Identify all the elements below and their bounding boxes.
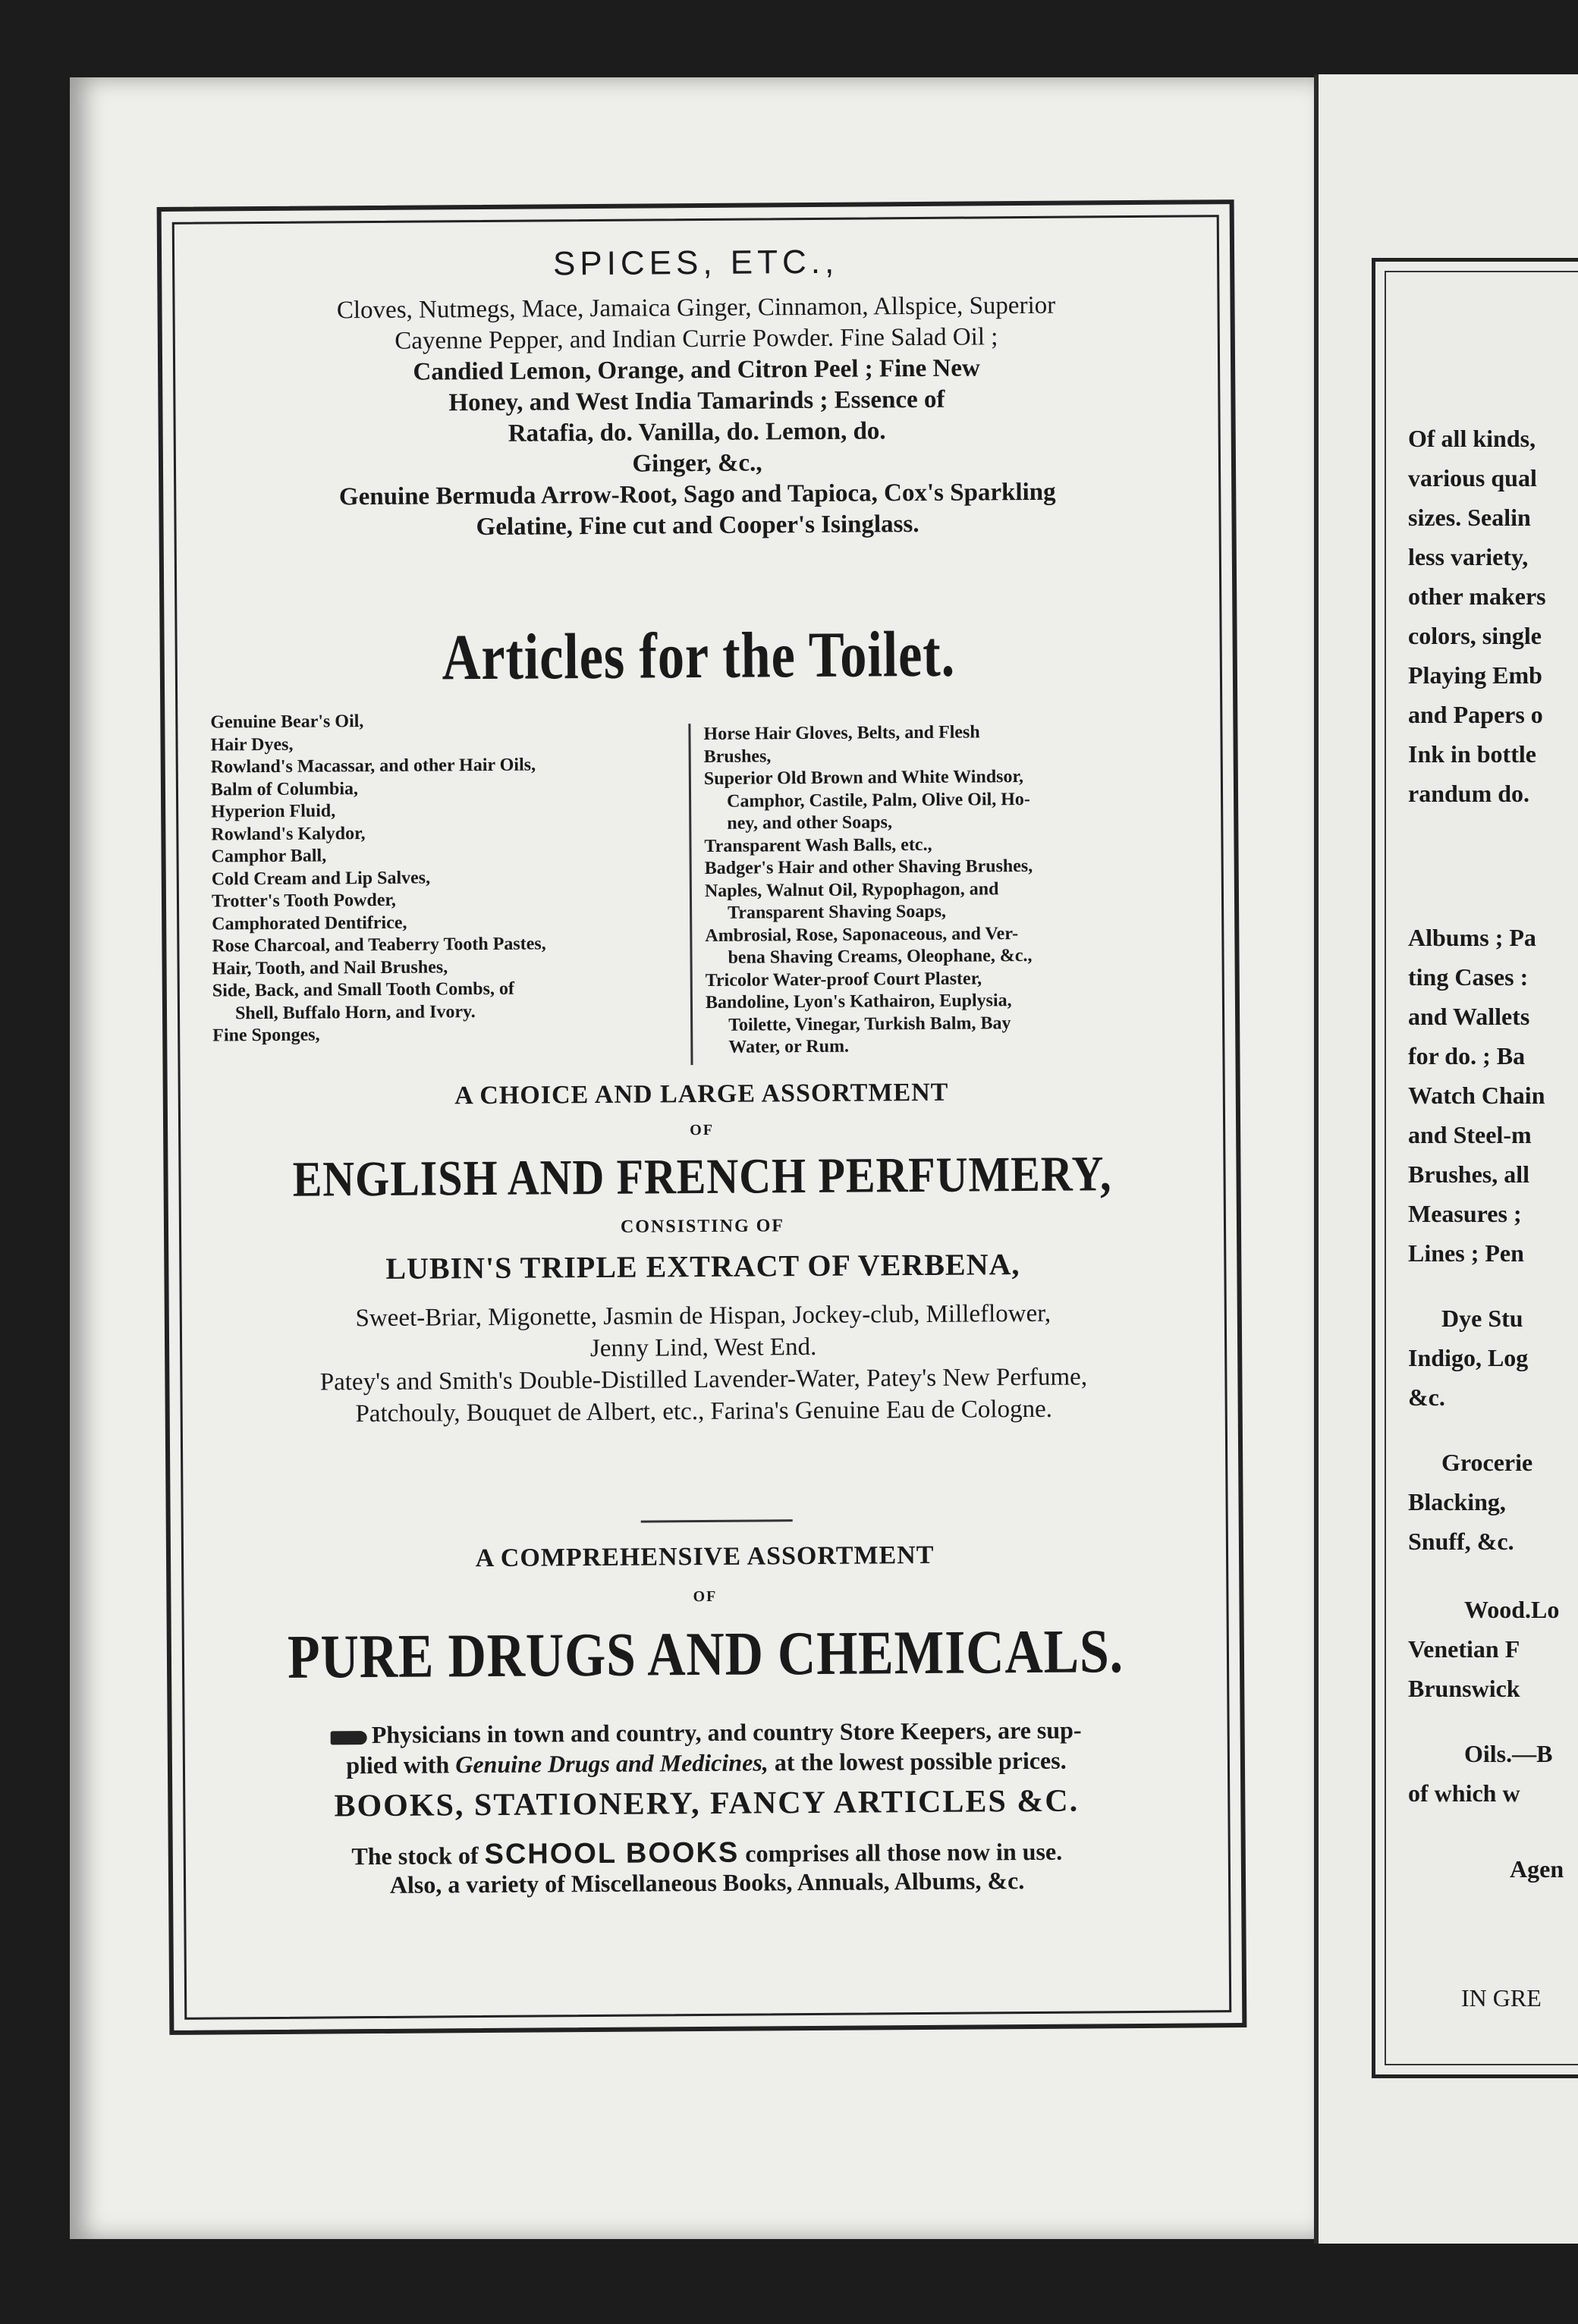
toilet-right-column [703,721,1184,1060]
spices-line: Gelatine, Fine cut and Cooper's Isinglass. [476,510,919,542]
right-line: of which w [1408,1779,1520,1807]
toilet-item: Superior Old Brown and White Windsor, [703,767,1023,789]
of-label: OF [690,1121,715,1139]
perfumery-title: ENGLISH AND FRENCH PERFUMERY, [292,1146,1112,1208]
toilet-item: Camphorated Dentifrice, [212,912,407,934]
perfumery-line: Patey's and Smith's Double-Distilled Lavender-Water, Patey's New Perfume, [319,1363,1088,1396]
toilet-item: Fine Sponges, [212,1025,320,1046]
stock-line-2: Also, a variety of Miscellaneous Books, Annuals, Albums, &c. [389,1867,1025,1898]
right-line: Brushes, all [1408,1160,1530,1188]
right-line: Watch Chain [1408,1082,1545,1109]
right-line: Measures ; [1408,1200,1522,1227]
right-line: and Wallets [1408,1003,1530,1030]
choice-assortment-heading: A CHOICE AND LARGE ASSORTMENT [454,1078,949,1110]
right-line: Ink in bottle [1408,740,1536,768]
spices-line: Cloves, Nutmegs, Mace, Jamaica Ginger, Cinnamon, Allspice, Superior [336,291,1056,325]
pointing-hand-icon [331,1731,367,1745]
right-line: sizes. Sealin [1408,504,1531,531]
spices-heading: SPICES, ETC., [552,243,839,283]
right-line: Blacking, [1408,1488,1506,1515]
right-line: randum do. [1408,780,1530,807]
of-label: OF [693,1588,718,1606]
right-line: ting Cases : [1408,963,1529,991]
toilet-left-column [210,708,683,1047]
toilet-item: Rose Charcoal, and Teaberry Tooth Pastes, [212,934,546,956]
physicians-line-1: Physicians in town and country, and country Store Keepers, are sup- [172,1713,1240,1751]
spices-line: Ginger, &c., [632,449,762,478]
books-heading: BOOKS, STATIONERY, FANCY ARTICLES &C. [334,1783,1080,1824]
right-line: various qual [1408,464,1537,491]
toilet-item: Transparent Shaving Soaps, [728,901,947,923]
toilet-item: Rowland's Kalydor, [211,823,366,845]
right-line: and Papers o [1408,701,1543,728]
toilet-item: Cold Cream and Lip Salves, [211,867,431,890]
toilet-item: Rowland's Macassar, and other Hair Oils, [210,755,536,777]
toilet-item: Transparent Wash Balls, etc., [704,834,932,856]
lubin-heading: LUBIN'S TRIPLE EXTRACT OF VERBENA, [385,1247,1020,1286]
toilet-item: Balm of Columbia, [210,778,359,800]
comprehensive-assortment-heading: A COMPREHENSIVE ASSORTMENT [475,1540,935,1573]
stock-notice [173,1835,1242,1901]
right-line: colors, single [1408,622,1542,649]
spices-line: Ratafia, do. Vanilla, do. Lemon, do. [508,417,886,448]
right-line: Indigo, Log [1408,1344,1529,1371]
toilet-item: Shell, Buffalo Horn, and Ivory. [234,1001,476,1023]
perfumery-line: Jenny Lind, West End. [589,1333,817,1363]
toilet-item: Bandoline, Lyon's Kathairon, Euplysia, [705,991,1012,1013]
right-line: Albums ; Pa [1408,924,1536,951]
spices-line: Candied Lemon, Orange, and Citron Peel ; Fine New [413,354,980,386]
toilet-item: Hair Dyes, [210,734,294,755]
right-line: Playing Emb [1408,661,1542,689]
right-line: for do. ; Ba [1408,1042,1526,1069]
stock-line-1: The stock of SCHOOL BOOKS comprises all those now in use. [351,1836,1063,1871]
right-line: Agen [1510,1855,1564,1883]
spices-line: Honey, and West India Tamarinds ; Essence of [448,385,945,417]
right-line: IN GRE [1461,1984,1542,2012]
toilet-item: Brushes, [703,746,772,767]
toilet-item: Trotter's Tooth Powder, [211,890,396,912]
drugs-title: PURE DRUGS AND CHEMICALS. [287,1616,1124,1691]
right-line: less variety, [1408,543,1529,570]
spices-line: Cayenne Pepper, and Indian Currie Powder. Fine Salad Oil ; [394,323,998,355]
toilet-item: Badger's Hair and other Shaving Brushes, [704,856,1033,878]
toilet-item: Hair, Tooth, and Nail Brushes, [212,956,448,979]
right-line: Grocerie [1441,1449,1533,1476]
toilet-item: Camphor, Castile, Palm, Olive Oil, Ho- [727,789,1030,812]
right-line: and Steel-m [1408,1121,1532,1148]
right-line: Brunswick [1408,1675,1520,1702]
right-line: Snuff, &c. [1408,1528,1514,1555]
toilet-item: Naples, Walnut Oil, Rypophagon, and [704,878,999,901]
spices-line: Genuine Bermuda Arrow-Root, Sago and Tapioca, Cox's Sparkling [338,478,1056,511]
toilet-item: Toilette, Vinegar, Turkish Balm, Bay [728,1013,1011,1035]
perfumery-list [169,1296,1238,1431]
perfumery-line: Sweet-Briar, Migonette, Jasmin de Hispan, Jockey-club, Milleflower, [355,1299,1051,1333]
right-line: &c. [1408,1383,1445,1411]
right-line: Dye Stu [1441,1305,1523,1332]
spices-text [162,289,1231,545]
toilet-title: Articles for the Toilet. [442,617,956,694]
physicians-line-2: plied with Genuine Drugs and Medicines, at the lowest possible prices. [346,1746,1067,1779]
toilet-item: Side, Back, and Small Tooth Combs, of [212,978,515,1001]
toilet-item: Camphor Ball, [211,846,327,867]
toilet-item: Water, or Rum. [728,1036,850,1057]
toilet-item: Ambrosial, Rose, Saponaceous, and Ver- [705,923,1019,946]
toilet-item: Hyperion Fluid, [211,801,336,822]
toilet-item: Tricolor Water-proof Court Plaster, [705,968,982,991]
toilet-item: ney, and other Soaps, [727,812,893,834]
right-line: Oils.—B [1464,1740,1553,1767]
right-line: Wood.Lo [1464,1596,1560,1623]
right-line: Lines ; Pen [1408,1239,1524,1267]
right-line: other makers [1408,583,1546,610]
toilet-item: bena Shaving Creams, Oleophane, &c., [728,945,1033,968]
toilet-item: Genuine Bear's Oil, [210,711,364,733]
toilet-item: Horse Hair Gloves, Belts, and Flesh [703,722,980,744]
right-line: Of all kinds, [1408,425,1536,452]
right-line: Venetian F [1408,1635,1520,1663]
perfumery-line: Patchouly, Bouquet de Albert, etc., Farina's Genuine Eau de Cologne. [355,1395,1053,1428]
consisting-label: CONSISTING OF [620,1216,785,1237]
advertisement-frame [157,199,1247,2035]
physicians-notice [172,1713,1241,1782]
